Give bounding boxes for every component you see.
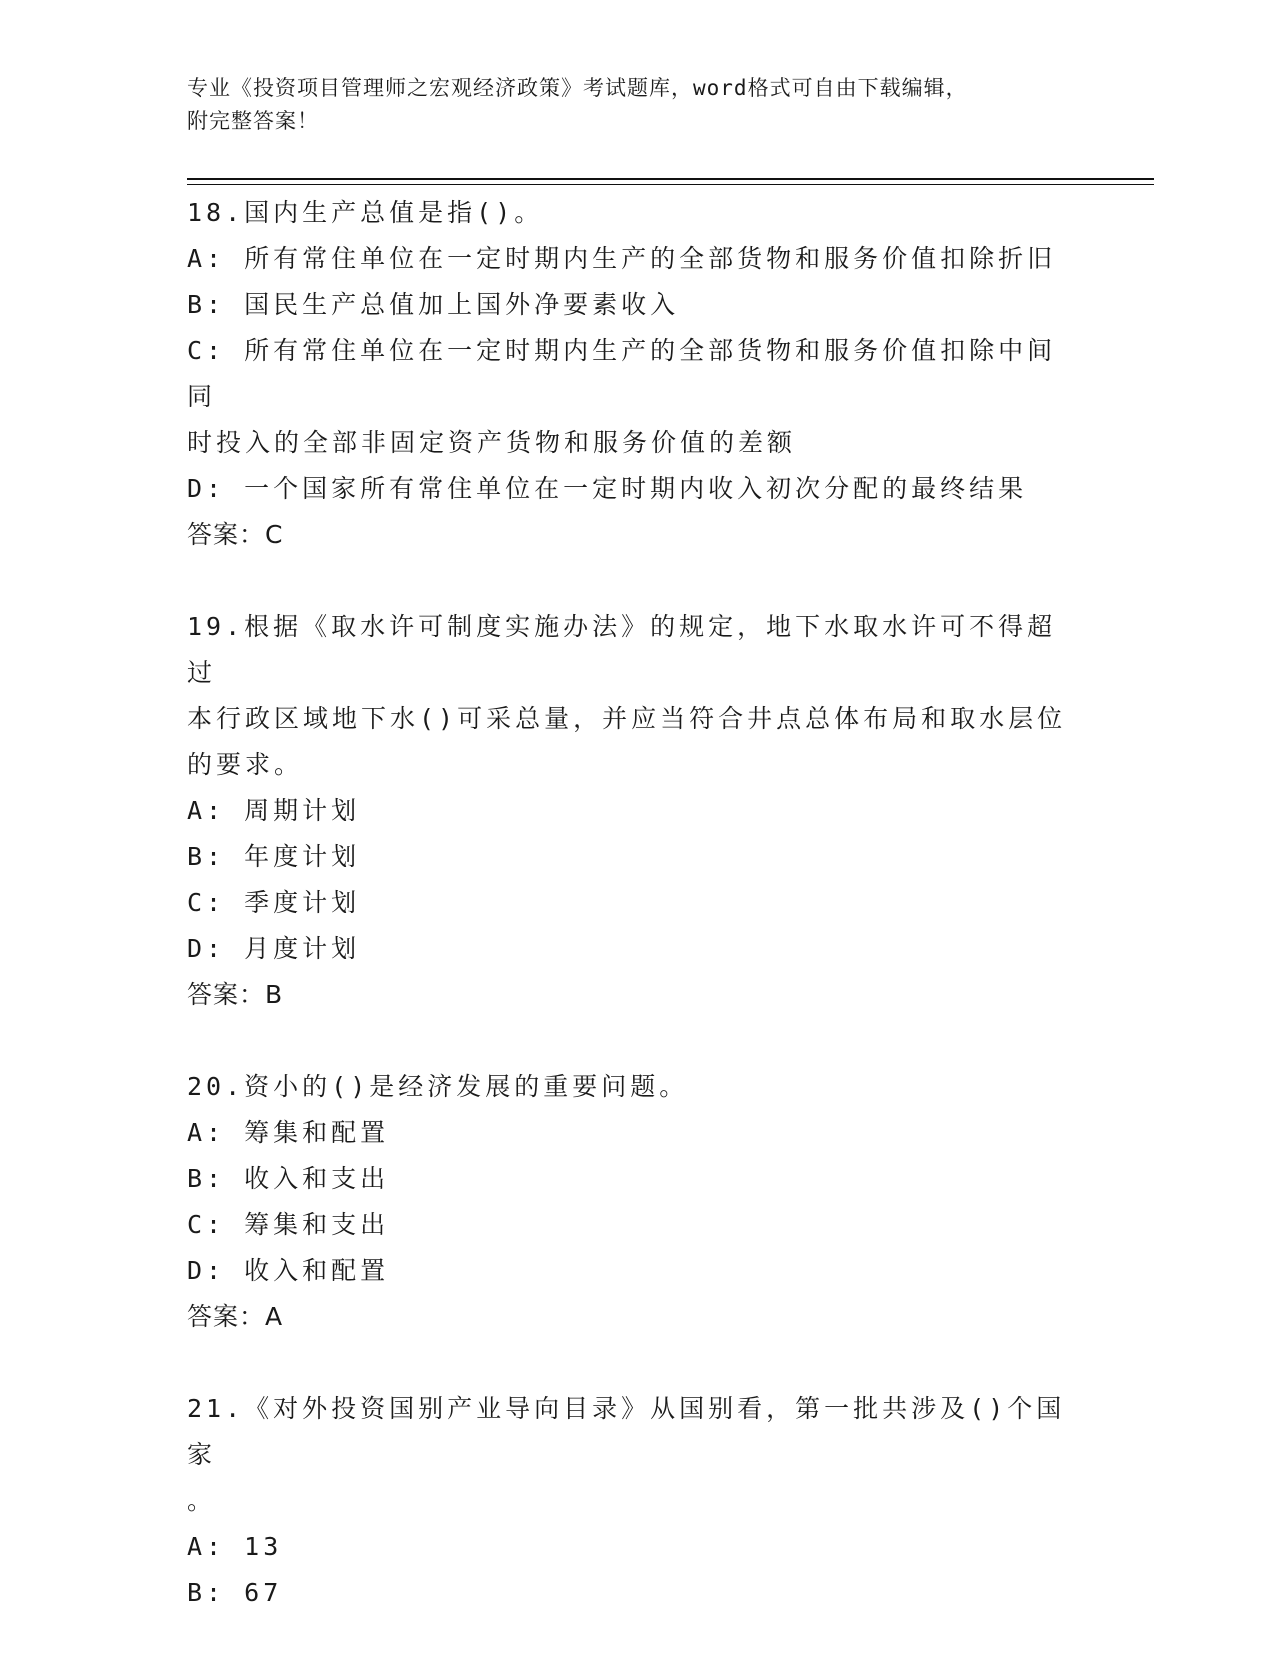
answer-option: C: 所有常住单位在一定时期内生产的全部货物和服务价值扣除中间同	[187, 336, 1057, 411]
question-stem: 。	[187, 1486, 217, 1515]
question-block	[187, 190, 1067, 558]
answer-option: D: 月度计划	[187, 934, 361, 963]
answer-option: 时投入的全部非固定资产货物和服务价值的差额	[187, 428, 797, 457]
question-stem: 21.《对外投资国别产业导向目录》从国别看，第一批共涉及()个国家	[187, 1394, 1066, 1469]
question-stem: 的要求。	[187, 750, 304, 779]
document-header	[187, 72, 1087, 138]
question-stem: 18.国内生产总值是指()。	[187, 198, 544, 227]
question-stem: 20.资小的()是经济发展的重要问题。	[187, 1072, 689, 1101]
answer-option: D: 收入和配置	[187, 1256, 390, 1285]
header-rule-thin	[187, 184, 1154, 185]
answer-key: 答案：B	[187, 980, 284, 1009]
question-list	[187, 190, 1067, 1662]
answer-key: 答案：C	[187, 520, 284, 549]
answer-option: A: 周期计划	[187, 796, 361, 825]
header-line-2: 附完整答案！	[187, 109, 319, 133]
answer-option: D: 一个国家所有常住单位在一定时期内收入初次分配的最终结果	[187, 474, 1028, 503]
question-stem: 19.根据《取水许可制度实施办法》的规定，地下水取水许可不得超过	[187, 612, 1057, 687]
answer-option: B: 年度计划	[187, 842, 361, 871]
answer-option: A: 13	[187, 1532, 283, 1561]
answer-option: C: 季度计划	[187, 888, 361, 917]
answer-option: C: 筹集和支出	[187, 1210, 390, 1239]
question-block	[187, 1064, 1067, 1340]
header-rule-thick	[187, 178, 1154, 180]
answer-option: B: 国民生产总值加上国外净要素收入	[187, 290, 680, 319]
answer-option: B: 67	[187, 1578, 283, 1607]
header-line-1: 专业《投资项目管理师之宏观经济政策》考试题库，word格式可自由下载编辑，	[187, 76, 968, 100]
answer-option: B: 收入和支出	[187, 1164, 390, 1193]
answer-key: 答案：A	[187, 1302, 284, 1331]
answer-option: A: 筹集和配置	[187, 1118, 390, 1147]
question-block	[187, 604, 1067, 1018]
answer-option: A: 所有常住单位在一定时期内生产的全部货物和服务价值扣除折旧	[187, 244, 1057, 273]
question-block	[187, 1386, 1067, 1616]
question-stem: 本行政区域地下水()可采总量，并应当符合井点总体布局和取水层位	[187, 704, 1067, 733]
